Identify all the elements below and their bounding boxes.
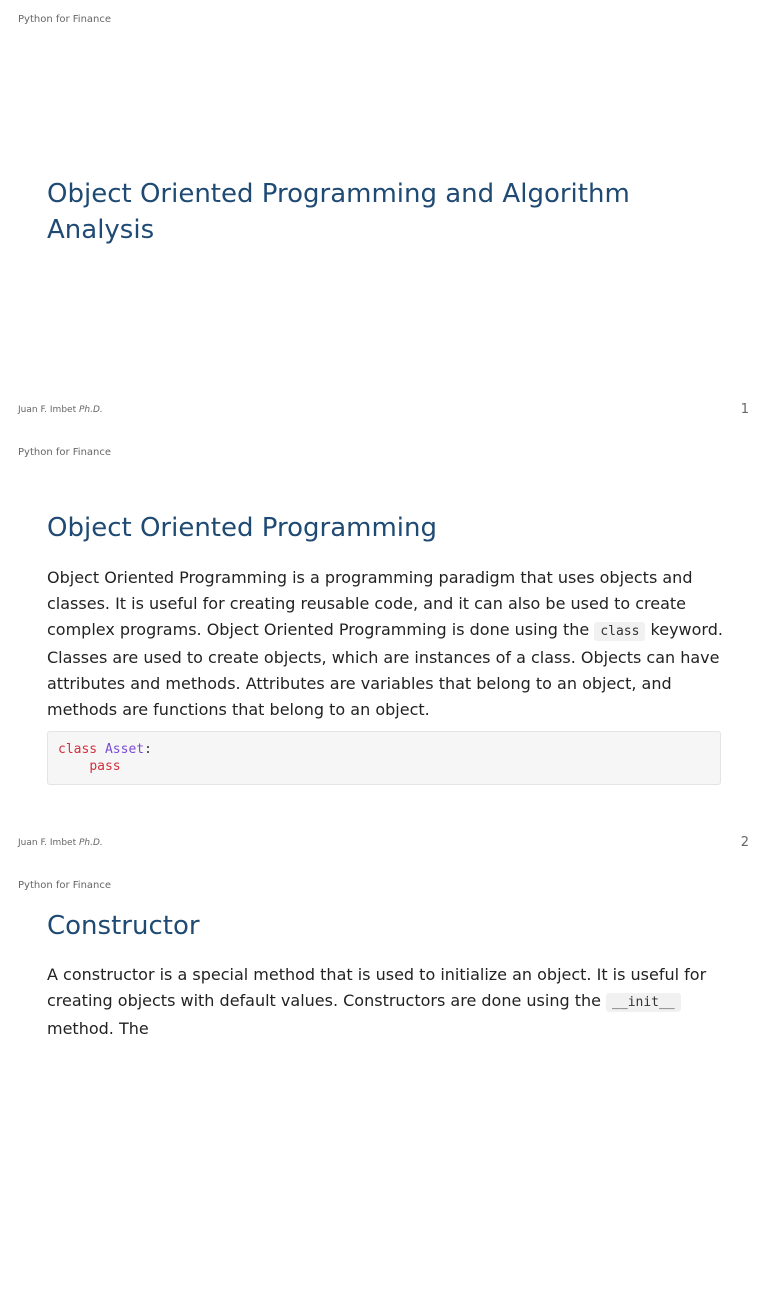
slide-title: Object Oriented Programming and Algorithm Analysis	[47, 179, 630, 245]
paragraph-text: A constructor is a special method that is used to initialize an object. It is useful for creating objects with default values. Constructors are done using the	[47, 965, 707, 1010]
slide-1	[0, 0, 768, 433]
code-block	[47, 731, 721, 785]
slide-2	[0, 433, 768, 866]
paragraph-text: Object Oriented Programming is a programming paradigm that uses objects and classes. It is useful for creating reusable code, and it can also be used to create complex programs. Object Oriented Programming is done using the	[47, 568, 693, 639]
code-punctuation: :	[144, 742, 152, 757]
author-name: Juan F. Imbet	[18, 405, 77, 415]
paragraph-text: keyword. Classes are used to create objects, which are instances of a class. Objects can have attributes and methods. Attributes are variables that belong to an object, and methods are functions that belong to an object.	[47, 620, 723, 719]
author-degree: Ph.D.	[78, 838, 103, 848]
author-name: Juan F. Imbet	[18, 838, 77, 848]
slide-paragraph	[47, 565, 727, 723]
code-keyword: class	[58, 742, 98, 757]
slide-title: Constructor	[47, 911, 200, 941]
page-number: 1	[740, 402, 749, 417]
slide-paragraph	[47, 962, 727, 1042]
slide-footer-author	[18, 405, 103, 415]
inline-code: __init__	[606, 993, 681, 1012]
page-number: 2	[740, 835, 749, 850]
slide-header: Python for Finance	[18, 447, 112, 458]
slide-footer-author	[18, 838, 103, 848]
slide-3	[0, 866, 768, 1299]
slide-header: Python for Finance	[18, 14, 112, 25]
author-degree: Ph.D.	[78, 405, 103, 415]
inline-code: class	[594, 622, 645, 641]
code-class-name: Asset	[104, 742, 145, 757]
code-keyword: pass	[89, 759, 121, 774]
code-indent	[58, 759, 89, 774]
slide-title: Object Oriented Programming	[47, 513, 437, 543]
paragraph-text: method. The	[47, 1019, 149, 1038]
slide-header: Python for Finance	[18, 880, 112, 891]
